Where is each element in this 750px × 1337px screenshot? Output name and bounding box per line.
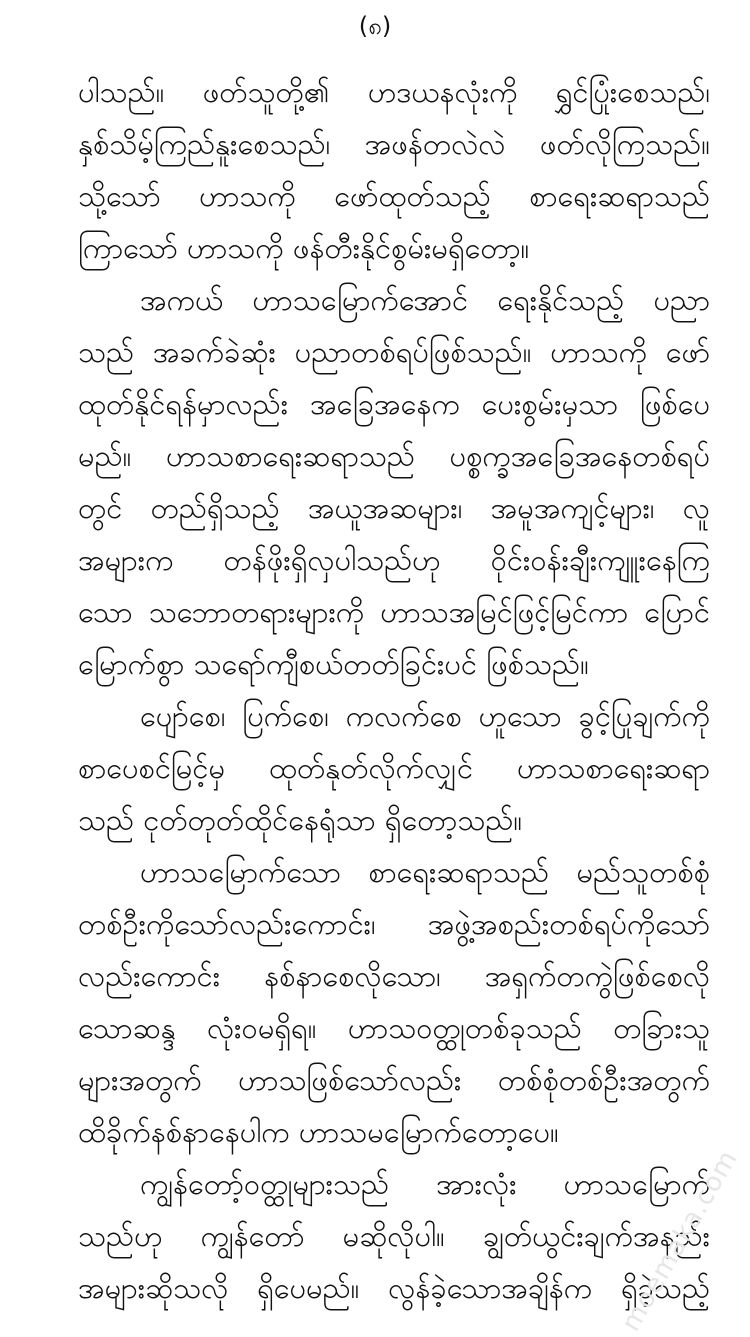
text-line: များအတွက် ဟာသဖြစ်သော်လည်း တစ်စုံတစ်ဦးအတွက် <box>78 1063 710 1097</box>
text-line: ထုတ်နိုင်ရန်မှာလည်း အခြေအနေက ပေးစွမ်းမှသာ ဖြစ်ပေ <box>78 387 710 421</box>
paragraph-start-line: အကယ် ဟာသမြောက်အောင် ရေးနိုင်သည့် ပညာ <box>140 283 710 317</box>
text-line: မည်။ ဟာသစာရေးဆရာသည် ပစ္စက္ခအခြေအနေတစ်ရပ် <box>78 439 710 473</box>
text-line: သည်ဟု ကျွန်တော် မဆိုလိုပါ။ ချွတ်ယွင်းချက်အနည်း <box>78 1219 710 1253</box>
text-line: စာပေစင်မြင့်မှ ထုတ်နုတ်လိုက်လျှင် ဟာသစာရေးဆရာ <box>78 751 710 785</box>
text-line: မြောက်စွာ သရော်ကျီစယ်တတ်ခြင်းပင် ဖြစ်သည်။ <box>78 647 589 681</box>
page-number: (၈) <box>358 12 392 40</box>
paragraph-start-line: ဟာသမြောက်သော စာရေးဆရာသည် မည်သူတစ်စုံ <box>140 855 710 889</box>
text-line: သော သဘောတရားများကို ဟာသအမြင်ဖြင့်မြင်ကာ ပြောင် <box>78 595 710 629</box>
text-line: သို့သော် ဟာသကို ဖော်ထုတ်သည့် စာရေးဆရာသည် <box>78 179 710 213</box>
text-line: သောဆန္ဒ လုံးဝမရှိရ။ ဟာသဝတ္ထုတစ်ခုသည် တခြားသူ <box>78 1011 710 1045</box>
text-line: ကြာသော် ဟာသကို ဖန်တီးနိုင်စွမ်းမရှိတော့။ <box>78 231 530 265</box>
text-line: လည်းကောင်း နစ်နာစေလိုသော၊ အရှက်တကွဲဖြစ်စေလို <box>78 959 710 993</box>
text-line: တစ်ဦးကိုသော်လည်းကောင်း၊ အဖွဲ့အစည်းတစ်ရပ်ကိုသော် <box>78 907 710 941</box>
text-line: သည် အခက်ခဲဆုံး ပညာတစ်ရပ်ဖြစ်သည်။ ဟာသကို ဖော် <box>78 335 710 369</box>
text-line: အများဆိုသလို ရှိပေမည်။ လွန်ခဲ့သောအချိန်က ရှိခဲ့သည့် <box>78 1271 710 1305</box>
text-line: နှစ်သိမ့်ကြည်နူးစေသည်၊ အဖန်တလဲလဲ ဖတ်လိုကြသည်။ <box>78 127 710 161</box>
text-line: ထိခိုက်နစ်နာနေပါက ဟာသမမြောက်တော့ပေ။ <box>78 1115 559 1149</box>
text-line: သည် ငုတ်တုတ်ထိုင်နေရုံသာ ရှိတော့သည်။ <box>78 803 523 837</box>
text-line: တွင် တည်ရှိသည့် အယူအဆများ၊ အမူအကျင့်များ၊ လူ <box>78 491 710 525</box>
body-text <box>78 66 710 1314</box>
text-line: ပါသည်။ ဖတ်သူတို့၏ ဟဒယနလုံးကို ရွှင်ပြုံးစေသည်၊ <box>78 75 710 109</box>
text-line: အများက တန်ဖိုးရှိလှပါသည်ဟု ဝိုင်းဝန်းချီးကျူးနေကြ <box>78 543 710 577</box>
paragraph-start-line: ကျွန်တော့်ဝတ္ထုများသည် အားလုံး ဟာသမြောက် <box>140 1167 710 1201</box>
paragraph-start-line: ပျော်စေ၊ ပြက်စေ၊ ကလက်စေ ဟူသော ခွင့်ပြုချက်ကို <box>140 699 710 733</box>
watermark: moemaka.com <box>616 1145 744 1337</box>
